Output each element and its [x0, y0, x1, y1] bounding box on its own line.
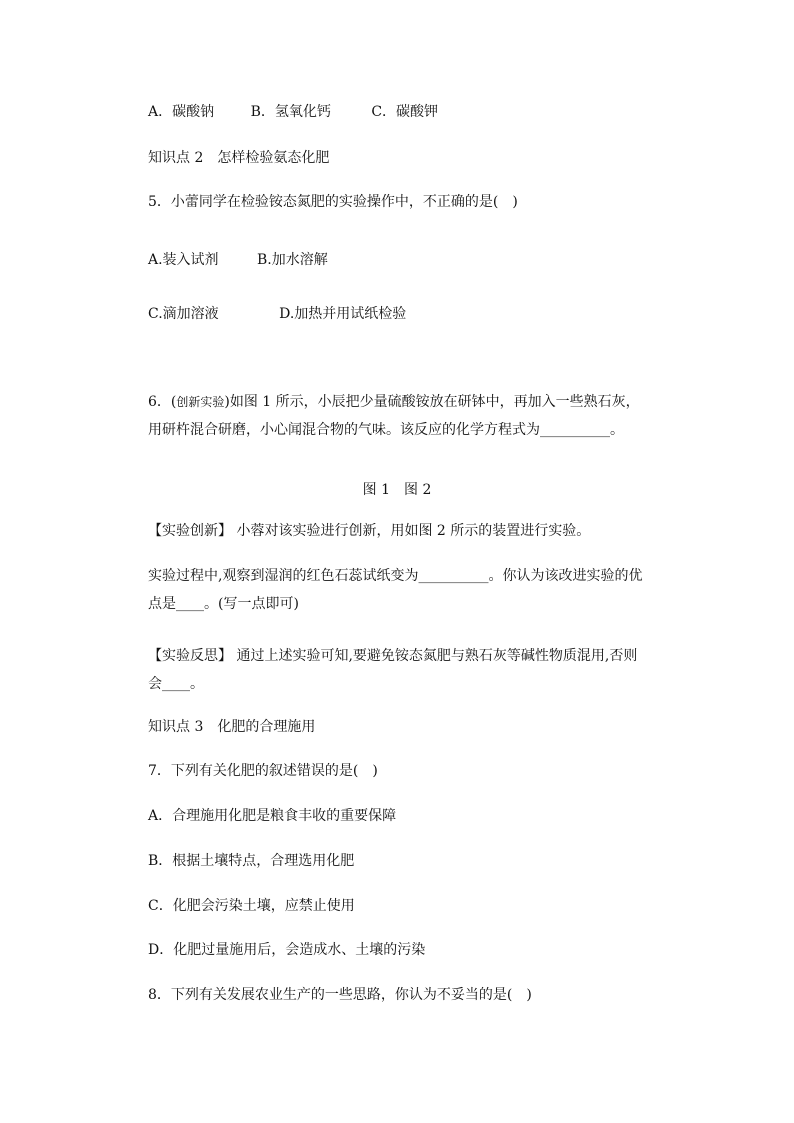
q4-options-row: [148, 102, 438, 122]
process-paragraph: 实验过程中,观察到湿润的红色石蕊试纸变为__________。你认为该改进实验的优点是____。(写一点即可): [148, 568, 643, 612]
q7-option-c: C．化肥会污染土壤，应禁止使用: [148, 898, 355, 914]
q4-option-a: A．碳酸钠: [148, 104, 215, 120]
q5-option-d: D.加热并用试纸检验: [279, 306, 407, 322]
q6-body: )如图 1 所示，小辰把少量硫酸铵放在研钵中，再加入一些熟石灰，用研杵混合研磨，小心闻混合物的气味。该反应的化学方程式为__________。: [148, 394, 640, 438]
q6-text: [148, 388, 648, 444]
knowledge-point-3: 知识点 3 化肥的合理施用: [148, 719, 316, 735]
q6-tag: 创新实验: [176, 395, 225, 409]
q7-option-b: B．根据土壤特点，合理选用化肥: [148, 853, 355, 869]
innovation-paragraph: 【实验创新】 小蓉对该实验进行创新，用如图 2 所示的装置进行实验。: [148, 523, 591, 539]
q7-option-a: A．合理施用化肥是粮食丰收的重要保障: [148, 808, 397, 824]
q5-options-row-1: [148, 250, 328, 270]
q8-stem: 8．下列有关发展农业生产的一些思路，你认为不妥当的是( ): [148, 987, 532, 1003]
q5-option-c: C.滴加溶液: [148, 306, 219, 322]
q4-option-c: C．碳酸钾: [371, 104, 439, 120]
figure-caption: 图 1 图 2: [362, 482, 432, 498]
q7-option-d: D．化肥过量施用后，会造成水、土壤的污染: [148, 942, 426, 958]
q4-option-b: B．氢氧化钙: [250, 104, 331, 120]
reflection-paragraph: 【实验反思】 通过上述实验可知,要避免铵态氮肥与熟石灰等碱性物质混用,否则会____。: [148, 648, 638, 692]
q6-number: 6．(: [148, 394, 177, 410]
q5-option-a: A.装入试剂: [148, 252, 219, 268]
q5-options-row-2: [148, 304, 406, 324]
knowledge-point-2: 知识点 2 怎样检验氨态化肥: [148, 150, 330, 166]
q7-stem: 7．下列有关化肥的叙述错误的是( ): [148, 763, 378, 779]
q5-stem: 5．小蕾同学在检验铵态氮肥的实验操作中，不正确的是( ): [148, 194, 518, 210]
q5-option-b: B.加水溶解: [257, 252, 328, 268]
